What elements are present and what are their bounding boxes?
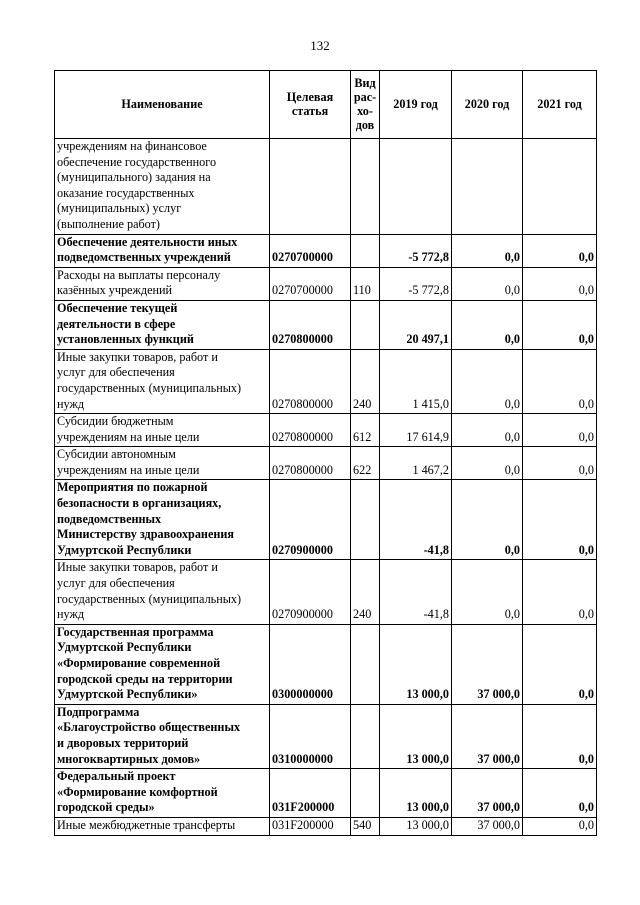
row-value-2021 <box>523 139 597 235</box>
row-value-2019 <box>380 139 452 235</box>
row-name <box>55 560 270 624</box>
table-row <box>55 817 597 835</box>
row-target-article: 0270800000 <box>270 447 351 480</box>
header-target-article <box>270 71 351 139</box>
row-name-line: Расходы на выплаты персоналу <box>57 267 221 282</box>
row-name-line: учреждениям на финансовое <box>57 139 207 153</box>
row-name <box>55 300 270 349</box>
row-name-line: (муниципальных) услуг <box>57 201 182 216</box>
row-value-2020: 0,0 <box>452 300 523 349</box>
table-row <box>55 769 597 818</box>
row-name-line: многоквартирных домов» <box>57 751 201 766</box>
row-value-2019: 13 000,0 <box>380 624 452 704</box>
row-name-line: государственных (муниципальных) <box>57 591 242 606</box>
row-expense-type: 622 <box>351 447 380 480</box>
row-value-2021: 0,0 <box>523 624 597 704</box>
row-name-line: «Благоустройство общественных <box>57 720 241 735</box>
row-expense-type <box>351 300 380 349</box>
row-name <box>55 139 270 235</box>
header-name: Наименование <box>55 71 270 139</box>
row-target-article: 0270800000 <box>270 414 351 447</box>
row-name-line: учреждениям на иные цели <box>57 462 200 477</box>
table-row <box>55 267 597 300</box>
row-name-line: учреждениям на иные цели <box>57 429 200 444</box>
row-name-line: Мероприятия по пожарной <box>57 480 208 495</box>
row-name <box>55 817 270 835</box>
row-value-2021: 0,0 <box>523 234 597 267</box>
row-target-article: 0270700000 <box>270 234 351 267</box>
table-row <box>55 704 597 768</box>
row-value-2020: 0,0 <box>452 414 523 447</box>
row-value-2021: 0,0 <box>523 704 597 768</box>
row-expense-type: 240 <box>351 560 380 624</box>
row-value-2020: 37 000,0 <box>452 624 523 704</box>
row-expense-type <box>351 704 380 768</box>
row-value-2020: 0,0 <box>452 480 523 560</box>
row-value-2019: -5 772,8 <box>380 267 452 300</box>
row-value-2020: 37 000,0 <box>452 769 523 818</box>
row-value-2021: 0,0 <box>523 414 597 447</box>
row-name <box>55 234 270 267</box>
row-name <box>55 624 270 704</box>
table-header-row <box>55 71 597 139</box>
table-row <box>55 624 597 704</box>
table-row <box>55 447 597 480</box>
row-value-2020: 37 000,0 <box>452 704 523 768</box>
row-name-line: Иные закупки товаров, работ и <box>57 349 218 364</box>
header-2021: 2021 год <box>523 71 597 139</box>
row-value-2019: 13 000,0 <box>380 704 452 768</box>
table-row <box>55 234 597 267</box>
header-vid-line: дов <box>355 118 375 132</box>
row-name-line: Удмуртской Республики» <box>57 687 198 702</box>
row-value-2019: 13 000,0 <box>380 817 452 835</box>
header-expense-type <box>351 71 380 139</box>
header-vid-line: Вид <box>354 76 376 90</box>
row-expense-type: 540 <box>351 817 380 835</box>
row-name-line: Государственная программа <box>57 624 214 639</box>
row-value-2020: 0,0 <box>452 560 523 624</box>
row-value-2020: 0,0 <box>452 447 523 480</box>
row-name <box>55 480 270 560</box>
row-value-2019: 1 415,0 <box>380 349 452 413</box>
row-name-line: подведомственных <box>57 511 162 526</box>
row-name-line: Удмуртской Республики <box>57 640 192 655</box>
row-value-2020: 37 000,0 <box>452 817 523 835</box>
row-target-article: 0300000000 <box>270 624 351 704</box>
row-value-2019: 20 497,1 <box>380 300 452 349</box>
row-value-2021: 0,0 <box>523 769 597 818</box>
row-name-line: Обеспечение текущей <box>57 300 178 315</box>
row-name-line: Обеспечение деятельности иных <box>57 234 238 249</box>
row-name-line: Субсидии автономным <box>57 447 176 462</box>
budget-table <box>54 70 597 836</box>
row-name <box>55 447 270 480</box>
row-name-line: Федеральный проект <box>57 769 176 784</box>
row-value-2021: 0,0 <box>523 817 597 835</box>
row-name-line: нужд <box>57 396 85 411</box>
row-value-2020: 0,0 <box>452 267 523 300</box>
row-value-2019: 17 614,9 <box>380 414 452 447</box>
row-expense-type: 110 <box>351 267 380 300</box>
header-2019: 2019 год <box>380 71 452 139</box>
row-expense-type <box>351 480 380 560</box>
row-expense-type <box>351 769 380 818</box>
row-name-line: услуг для обеспечения <box>57 365 175 380</box>
table-row <box>55 300 597 349</box>
row-value-2019: -41,8 <box>380 560 452 624</box>
row-target-article: 031F200000 <box>270 769 351 818</box>
row-value-2019: 1 467,2 <box>380 447 452 480</box>
row-target-article: 0310000000 <box>270 704 351 768</box>
header-vid-line: рас- <box>353 90 377 104</box>
row-name-line: Субсидии бюджетным <box>57 414 174 429</box>
row-name-line: обеспечение государственного <box>57 154 217 169</box>
table-row <box>55 349 597 413</box>
header-vid-line: хо- <box>357 104 373 118</box>
row-name-line: услуг для обеспечения <box>57 576 175 591</box>
table-body <box>55 139 597 836</box>
header-2020: 2020 год <box>452 71 523 139</box>
header-target-line: статья <box>291 104 329 118</box>
row-name-line: Подпрограмма <box>57 704 140 719</box>
row-name-line: (выполнение работ) <box>57 216 160 231</box>
row-value-2021: 0,0 <box>523 349 597 413</box>
row-name <box>55 267 270 300</box>
row-value-2020: 0,0 <box>452 234 523 267</box>
row-value-2019: -5 772,8 <box>380 234 452 267</box>
row-name <box>55 414 270 447</box>
row-expense-type: 612 <box>351 414 380 447</box>
row-name-line: «Формирование комфортной <box>57 784 218 799</box>
row-name-line: нужд <box>57 607 85 622</box>
row-name-line: городской среды» <box>57 800 155 815</box>
row-expense-type <box>351 624 380 704</box>
row-target-article <box>270 139 351 235</box>
row-target-article: 031F200000 <box>270 817 351 835</box>
row-value-2021: 0,0 <box>523 300 597 349</box>
row-value-2019: -41,8 <box>380 480 452 560</box>
table-row <box>55 480 597 560</box>
row-name-line: Иные межбюджетные трансферты <box>57 817 236 832</box>
row-name-line: Министерству здравоохранения <box>57 527 234 542</box>
row-name-line: деятельности в сфере <box>57 316 176 331</box>
row-value-2021: 0,0 <box>523 560 597 624</box>
row-target-article: 0270800000 <box>270 349 351 413</box>
row-value-2021: 0,0 <box>523 267 597 300</box>
row-expense-type: 240 <box>351 349 380 413</box>
row-name-line: казённых учреждений <box>57 283 173 298</box>
row-name-line: государственных (муниципальных) <box>57 380 242 395</box>
row-expense-type <box>351 139 380 235</box>
row-name-line: безопасности в организациях, <box>57 496 222 511</box>
row-name-line: подведомственных учреждений <box>57 250 231 265</box>
row-name <box>55 349 270 413</box>
table-row <box>55 560 597 624</box>
row-name-line: городской среды на территории <box>57 671 233 686</box>
header-target-line: Целевая <box>286 90 334 104</box>
row-name-line: Удмуртской Республики <box>57 542 192 557</box>
row-name-line: (муниципального) задания на <box>57 170 211 185</box>
row-name <box>55 704 270 768</box>
table-row <box>55 414 597 447</box>
row-name-line: Иные закупки товаров, работ и <box>57 560 218 575</box>
row-name-line: оказание государственных <box>57 185 195 200</box>
row-name-line: и дворовых территорий <box>57 735 189 750</box>
row-expense-type <box>351 234 380 267</box>
page-number: 132 <box>310 38 330 53</box>
row-name <box>55 769 270 818</box>
row-value-2020 <box>452 139 523 235</box>
row-target-article: 0270900000 <box>270 480 351 560</box>
table-row <box>55 139 597 235</box>
row-target-article: 0270800000 <box>270 300 351 349</box>
row-name-line: «Формирование современной <box>57 656 221 670</box>
row-value-2020: 0,0 <box>452 349 523 413</box>
row-target-article: 0270900000 <box>270 560 351 624</box>
row-target-article: 0270700000 <box>270 267 351 300</box>
row-value-2021: 0,0 <box>523 447 597 480</box>
row-name-line: установленных функций <box>57 332 194 347</box>
row-value-2021: 0,0 <box>523 480 597 560</box>
row-value-2019: 13 000,0 <box>380 769 452 818</box>
